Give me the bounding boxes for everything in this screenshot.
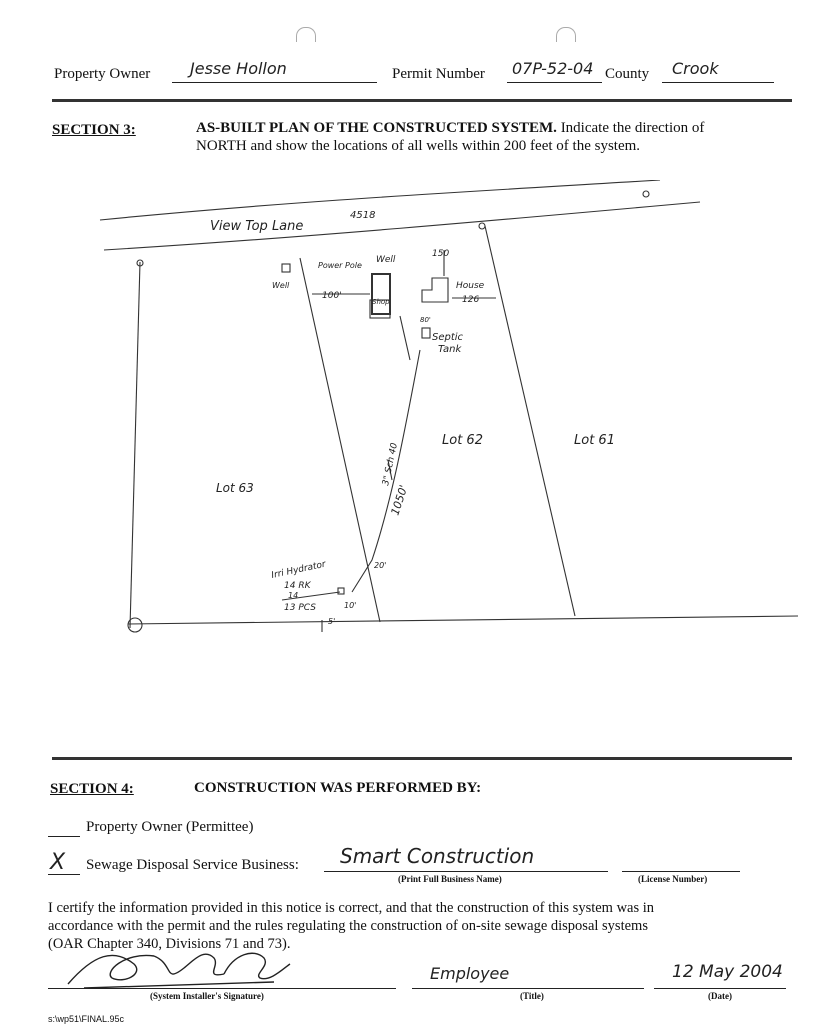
section-divider-bottom xyxy=(52,757,792,760)
permit-number-value: 07P-52-04 xyxy=(512,59,594,78)
title-value: Employee xyxy=(430,964,510,983)
date-value: 12 May 2004 xyxy=(672,962,783,982)
business-name-value: Smart Construction xyxy=(340,844,535,868)
distance-5-label: 5' xyxy=(328,617,336,626)
license-number-caption: (License Number) xyxy=(638,874,708,884)
owner-checkbox-line xyxy=(48,836,80,837)
property-owner-value: Jesse Hollon xyxy=(190,59,287,78)
certify-line-2: accordance with the permit and the rules regulating the construction of on-site sewage disposal systems xyxy=(48,918,648,934)
signature-caption: (System Installer's Signature) xyxy=(150,991,264,1001)
distributor-box xyxy=(338,588,344,594)
owner-underline xyxy=(172,82,377,83)
house-footprint xyxy=(422,278,448,302)
survey-pin-road xyxy=(643,191,649,197)
business-check-mark: X xyxy=(50,850,66,875)
address-label: 4518 xyxy=(350,210,376,221)
distance-10-label: 10' xyxy=(344,601,357,610)
house-label: House xyxy=(456,281,485,291)
lot-62-label: Lot 62 xyxy=(442,433,483,448)
pipe-note-label: 3" Sch 40 xyxy=(381,442,400,487)
pipe-to-septic xyxy=(400,316,410,360)
business-name-caption: (Print Full Business Name) xyxy=(398,874,502,884)
distance-100-label: 100' xyxy=(322,291,342,301)
signature-line xyxy=(48,988,396,989)
certify-line-1: I certify the information provided in this notice is correct, and that the construction of this system was in xyxy=(48,900,655,916)
septic-tank xyxy=(422,328,430,338)
pieces-label: 13 PCS xyxy=(284,603,316,613)
lot-63-label: Lot 63 xyxy=(216,481,254,495)
pipe-length-label: 1050' xyxy=(388,483,411,517)
road-line-top xyxy=(100,180,660,220)
section3-label: SECTION 3: xyxy=(52,122,136,138)
lot-61-label: Lot 61 xyxy=(574,433,615,448)
pipe-20-label: 20' xyxy=(374,561,387,570)
county-value: Crook xyxy=(672,59,719,78)
road-label: View Top Lane xyxy=(210,219,304,234)
date-line xyxy=(654,988,786,989)
license-number-line xyxy=(622,871,740,872)
road-line-bottom xyxy=(104,202,700,250)
footer-filename: s:\wp51\FINAL.95c xyxy=(48,1014,125,1024)
option-property-owner: Property Owner (Permittee) xyxy=(86,819,254,835)
power-pole-label: Power Pole xyxy=(318,261,362,270)
distance-126-label: 126 xyxy=(462,295,480,305)
distributor-label-1: Irri Hydrator xyxy=(270,559,327,581)
well-symbol xyxy=(282,264,290,272)
distance-80-label: 80' xyxy=(420,316,431,324)
section3-instruction-1: Indicate the direction of xyxy=(560,120,705,136)
well-label: Well xyxy=(272,281,290,290)
section4-title: CONSTRUCTION WAS PERFORMED BY: xyxy=(194,780,482,796)
survey-pin-ne xyxy=(479,223,485,229)
permit-number-label: Permit Number xyxy=(392,66,485,82)
section3-heading xyxy=(196,120,704,137)
county-label: County xyxy=(605,66,650,82)
section3-title: AS-BUILT PLAN OF THE CONSTRUCTED SYSTEM. xyxy=(196,120,557,136)
permit-underline xyxy=(507,82,602,83)
certify-line-3: (OAR Chapter 340, Divisions 71 and 73). xyxy=(48,936,291,952)
title-caption: (Title) xyxy=(520,991,544,1001)
installer-signature xyxy=(64,944,294,990)
west-property-line xyxy=(130,262,140,628)
distributor-label-3: 14 xyxy=(288,591,299,600)
business-checkbox-line xyxy=(48,874,80,875)
distance-150-label: 150 xyxy=(432,249,450,259)
title-line xyxy=(412,988,644,989)
binder-hole-left xyxy=(296,27,316,42)
south-property-line xyxy=(128,616,798,624)
shop-label: Shop xyxy=(372,298,390,306)
well-note-label: Well xyxy=(376,255,396,265)
septic-label-2: Tank xyxy=(438,344,462,355)
section-divider-top xyxy=(52,99,792,102)
business-name-line xyxy=(324,871,608,872)
as-built-sketch xyxy=(0,180,834,660)
date-caption: (Date) xyxy=(708,991,732,1001)
property-owner-label: Property Owner xyxy=(54,66,151,82)
section3-instruction-2: NORTH and show the locations of all wells within 200 feet of the system. xyxy=(196,138,641,154)
shop-building xyxy=(372,274,390,314)
septic-label-1: Septic xyxy=(432,332,464,343)
binder-hole-right xyxy=(556,27,576,42)
option-business: Sewage Disposal Service Business: xyxy=(86,857,299,873)
section4-label: SECTION 4: xyxy=(50,781,134,797)
distributor-label-2: 14 RK xyxy=(284,581,311,591)
lot-line-62-61 xyxy=(485,226,575,616)
county-underline xyxy=(662,82,774,83)
